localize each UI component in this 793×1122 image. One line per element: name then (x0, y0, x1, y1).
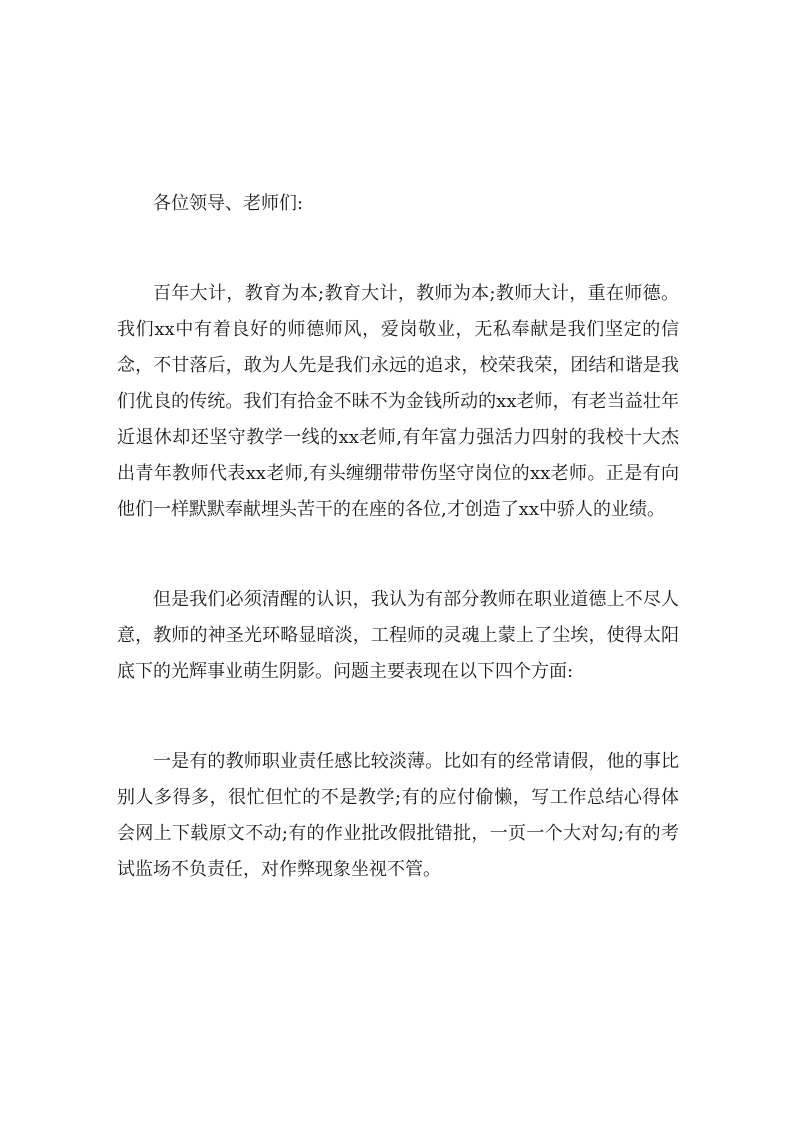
paragraph-spacer (117, 222, 679, 276)
salutation: 各位领导、老师们: (153, 193, 304, 214)
paragraph-spacer (117, 690, 679, 744)
paragraph-2: 但是我们必须清醒的认识，我认为有部分教师在职业道德上不尽人意，教师的神圣光环略显暗淡，工程师的灵魂上蒙上了尘埃，使得太阳底下的光辉事业萌生阴影。问题主要表现在以下四个方面: (117, 589, 679, 682)
paragraph-1: 百年大计，教育为本;教育大计，教师为本;教师大计，重在师德。我们xx中有着良好的师德师风，爱岗敬业，无私奉献是我们坚定的信念，不甘落后，敢为人先是我们永远的追求，校荣我荣，团结和谐是我们优良的传统。我们有拾金不昧不为金钱所动的xx老师，有老当益壮年近退休却还坚守教学一线的xx老师,有年富力强活力四射的我校十大杰出青年教师代表xx老师,有头缠绷带带伤坚守岗位的xx老师。正是有向他们一样默默奉献埋头苦干的在座的各位,才创造了xx中骄人的业绩。 (117, 283, 679, 520)
paragraph-3: 一是有的教师职业责任感比较淡薄。比如有的经常请假，他的事比别人多得多，很忙但忙的不是教学;有的应付偷懒，写工作总结心得体会网上下载原文不动;有的作业批改假批错批，一页一个大对勾;有的考试监场不负责任，对作弊现象坐视不管。 (117, 751, 679, 880)
document-page (117, 186, 679, 888)
paragraph-spacer (117, 528, 679, 582)
